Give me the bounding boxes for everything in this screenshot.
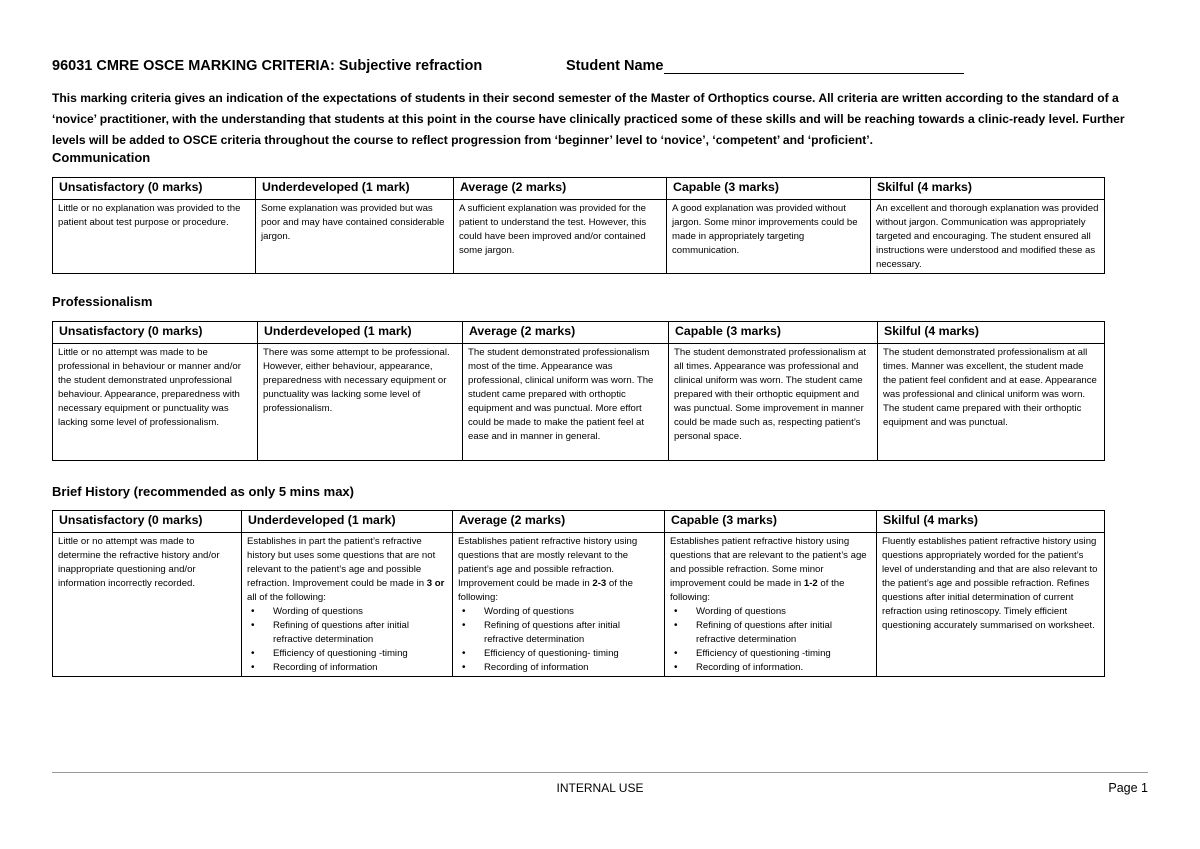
header-average: Average (2 marks)	[463, 322, 669, 344]
cell-skilful: The student demonstrated professionalism at all times. Manner was excellent, the student made the patient feel confident and at ease. Appearance was professional and clinical uniform was worn. The student came prepared with their orthoptic equipment and was punctual.	[878, 344, 1105, 461]
header-underdeveloped: Underdeveloped (1 mark)	[258, 322, 463, 344]
list-item: • Efficiency of questioning -timing	[273, 647, 447, 661]
student-name-field	[566, 58, 964, 74]
professionalism-heading: Professionalism	[52, 294, 153, 309]
list-item: • Efficiency of questioning- timing	[484, 647, 659, 661]
professionalism-table	[52, 321, 1105, 461]
cell-unsatisfactory: Little or no explanation was provided to the patient about test purpose or procedure.	[53, 200, 256, 274]
header-underdeveloped: Underdeveloped (1 mark)	[256, 178, 454, 200]
footer-divider	[52, 772, 1148, 773]
cell-underdeveloped: Some explanation was provided but was poor and may have contained considerable jargon.	[256, 200, 454, 274]
cell-text: all of the following:	[247, 592, 326, 603]
table-header-row	[53, 322, 1105, 344]
cell-underdeveloped: There was some attempt to be professional. However, either behaviour, appearance, preparedness with necessary equipment or punctuality was lacking some level of professionalism.	[258, 344, 463, 461]
history-heading: Brief History (recommended as only 5 mins max)	[52, 484, 354, 499]
table-row	[53, 200, 1105, 274]
criteria-list	[247, 605, 447, 675]
cell-emphasis: 1-2	[803, 578, 818, 589]
document-title: 96031 CMRE OSCE MARKING CRITERIA: Subjective refraction	[52, 58, 483, 74]
list-item: • Wording of questions	[696, 605, 871, 619]
table-header-row	[53, 511, 1105, 533]
student-name-line	[664, 59, 964, 74]
list-item: • Recording of information	[273, 661, 447, 675]
page-number: Page 1	[1108, 781, 1148, 795]
list-item: • Recording of information.	[696, 661, 871, 675]
header-unsatisfactory: Unsatisfactory (0 marks)	[53, 511, 242, 533]
cell-text: of the following:	[670, 578, 845, 603]
table-row	[53, 533, 1105, 677]
header-average: Average (2 marks)	[453, 511, 665, 533]
header-skilful: Skilful (4 marks)	[871, 178, 1105, 200]
list-item: • Refining of questions after initial refractive determination	[484, 619, 659, 647]
header-capable: Capable (3 marks)	[667, 178, 871, 200]
cell-text: Establishes in part the patient’s refractive history but uses some questions that are not relevant to the patient’s age and possible refraction. Improvement could be made in	[247, 536, 436, 589]
footer-classification: INTERNAL USE	[556, 781, 644, 795]
cell-capable: A good explanation was provided without jargon. Some minor improvements could be made in appropriately targeting communication.	[667, 200, 871, 274]
table-row	[53, 344, 1105, 461]
cell-skilful: An excellent and thorough explanation was provided without jargon. Communication was appropriately targeted and encouraging. The student ensured all instructions were understood and modified these as necessary.	[871, 200, 1105, 274]
cell-emphasis: 2-3	[592, 578, 607, 589]
header-skilful: Skilful (4 marks)	[877, 511, 1105, 533]
header-average: Average (2 marks)	[454, 178, 667, 200]
cell-skilful: Fluently establishes patient refractive history using questions appropriately worded for the patient’s level of understanding and that are also relevant to the patient’s age and possible refraction. Refines questions after initial determination of current refraction using retinoscopy. Timely efficient questioning accurately summarised on worksheet.	[877, 533, 1105, 677]
cell-text: Establishes patient refractive history using questions that are relevant to the patient’s age and possible refraction. Some minor improvement could be made in	[670, 536, 867, 589]
header-capable: Capable (3 marks)	[669, 322, 878, 344]
list-item: • Efficiency of questioning -timing	[696, 647, 871, 661]
cell-average: A sufficient explanation was provided for the patient to understand the test. However, this could have been improved and/or contained some jargon.	[454, 200, 667, 274]
cell-unsatisfactory: Little or no attempt was made to be professional in behaviour or manner and/or the student demonstrated unprofessional behaviour. Appearance, preparedness with necessary equipment or punctuality was lacking some level of professionalism.	[53, 344, 258, 461]
cell-average	[453, 533, 665, 677]
intro-paragraph: This marking criteria gives an indication of the expectations of students in their second semester of the Master of Orthoptics course. All criteria are written according to the standard of a ‘novice’ practitioner, with the understanding that students at this point in the course have clinically practiced some of these skills and will be reaching towards a clinic-ready level. Further levels will be added to OSCE criteria throughout the course to reflect progression from ‘beginner’ level to ‘novice’, ‘competent’ and ‘proficient’.	[52, 91, 1125, 147]
list-item: • Wording of questions	[484, 605, 659, 619]
list-item: • Refining of questions after initial refractive determination	[696, 619, 871, 647]
student-name-label: Student Name	[566, 58, 664, 74]
communication-heading: Communication	[52, 150, 151, 165]
cell-capable: The student demonstrated professionalism at all times. Appearance was professional and clinical uniform was worn. The student came prepared with their orthoptic equipment and was punctual. Some improvement in manner could be made such as, respecting patient’s personal space.	[669, 344, 878, 461]
criteria-list	[670, 605, 871, 675]
cell-unsatisfactory: Little or no attempt was made to determine the refractive history and/or inappropriate questioning and/or information incorrectly recorded.	[53, 533, 242, 677]
cell-average: The student demonstrated professionalism most of the time. Appearance was professional, clinical uniform was worn. The student came prepared with orthoptic equipment and was punctual. More effort could be made to make the patient feel at ease and in manner in general.	[463, 344, 669, 461]
header-unsatisfactory: Unsatisfactory (0 marks)	[53, 178, 256, 200]
cell-text: Establishes patient refractive history using questions that are mostly relevant to the patient’s age and possible refraction. Improvement could be made in	[458, 536, 638, 589]
history-table	[52, 510, 1105, 677]
header-unsatisfactory: Unsatisfactory (0 marks)	[53, 322, 258, 344]
cell-text: of the following:	[458, 578, 633, 603]
header-skilful: Skilful (4 marks)	[878, 322, 1105, 344]
communication-table	[52, 177, 1105, 274]
cell-capable	[665, 533, 877, 677]
header-underdeveloped: Underdeveloped (1 mark)	[242, 511, 453, 533]
criteria-list	[458, 605, 659, 675]
list-item: • Wording of questions	[273, 605, 447, 619]
list-item: • Recording of information	[484, 661, 659, 675]
list-item: • Refining of questions after initial refractive determination	[273, 619, 447, 647]
header-capable: Capable (3 marks)	[665, 511, 877, 533]
table-header-row	[53, 178, 1105, 200]
cell-underdeveloped	[242, 533, 453, 677]
cell-emphasis: 3 or	[426, 578, 445, 589]
